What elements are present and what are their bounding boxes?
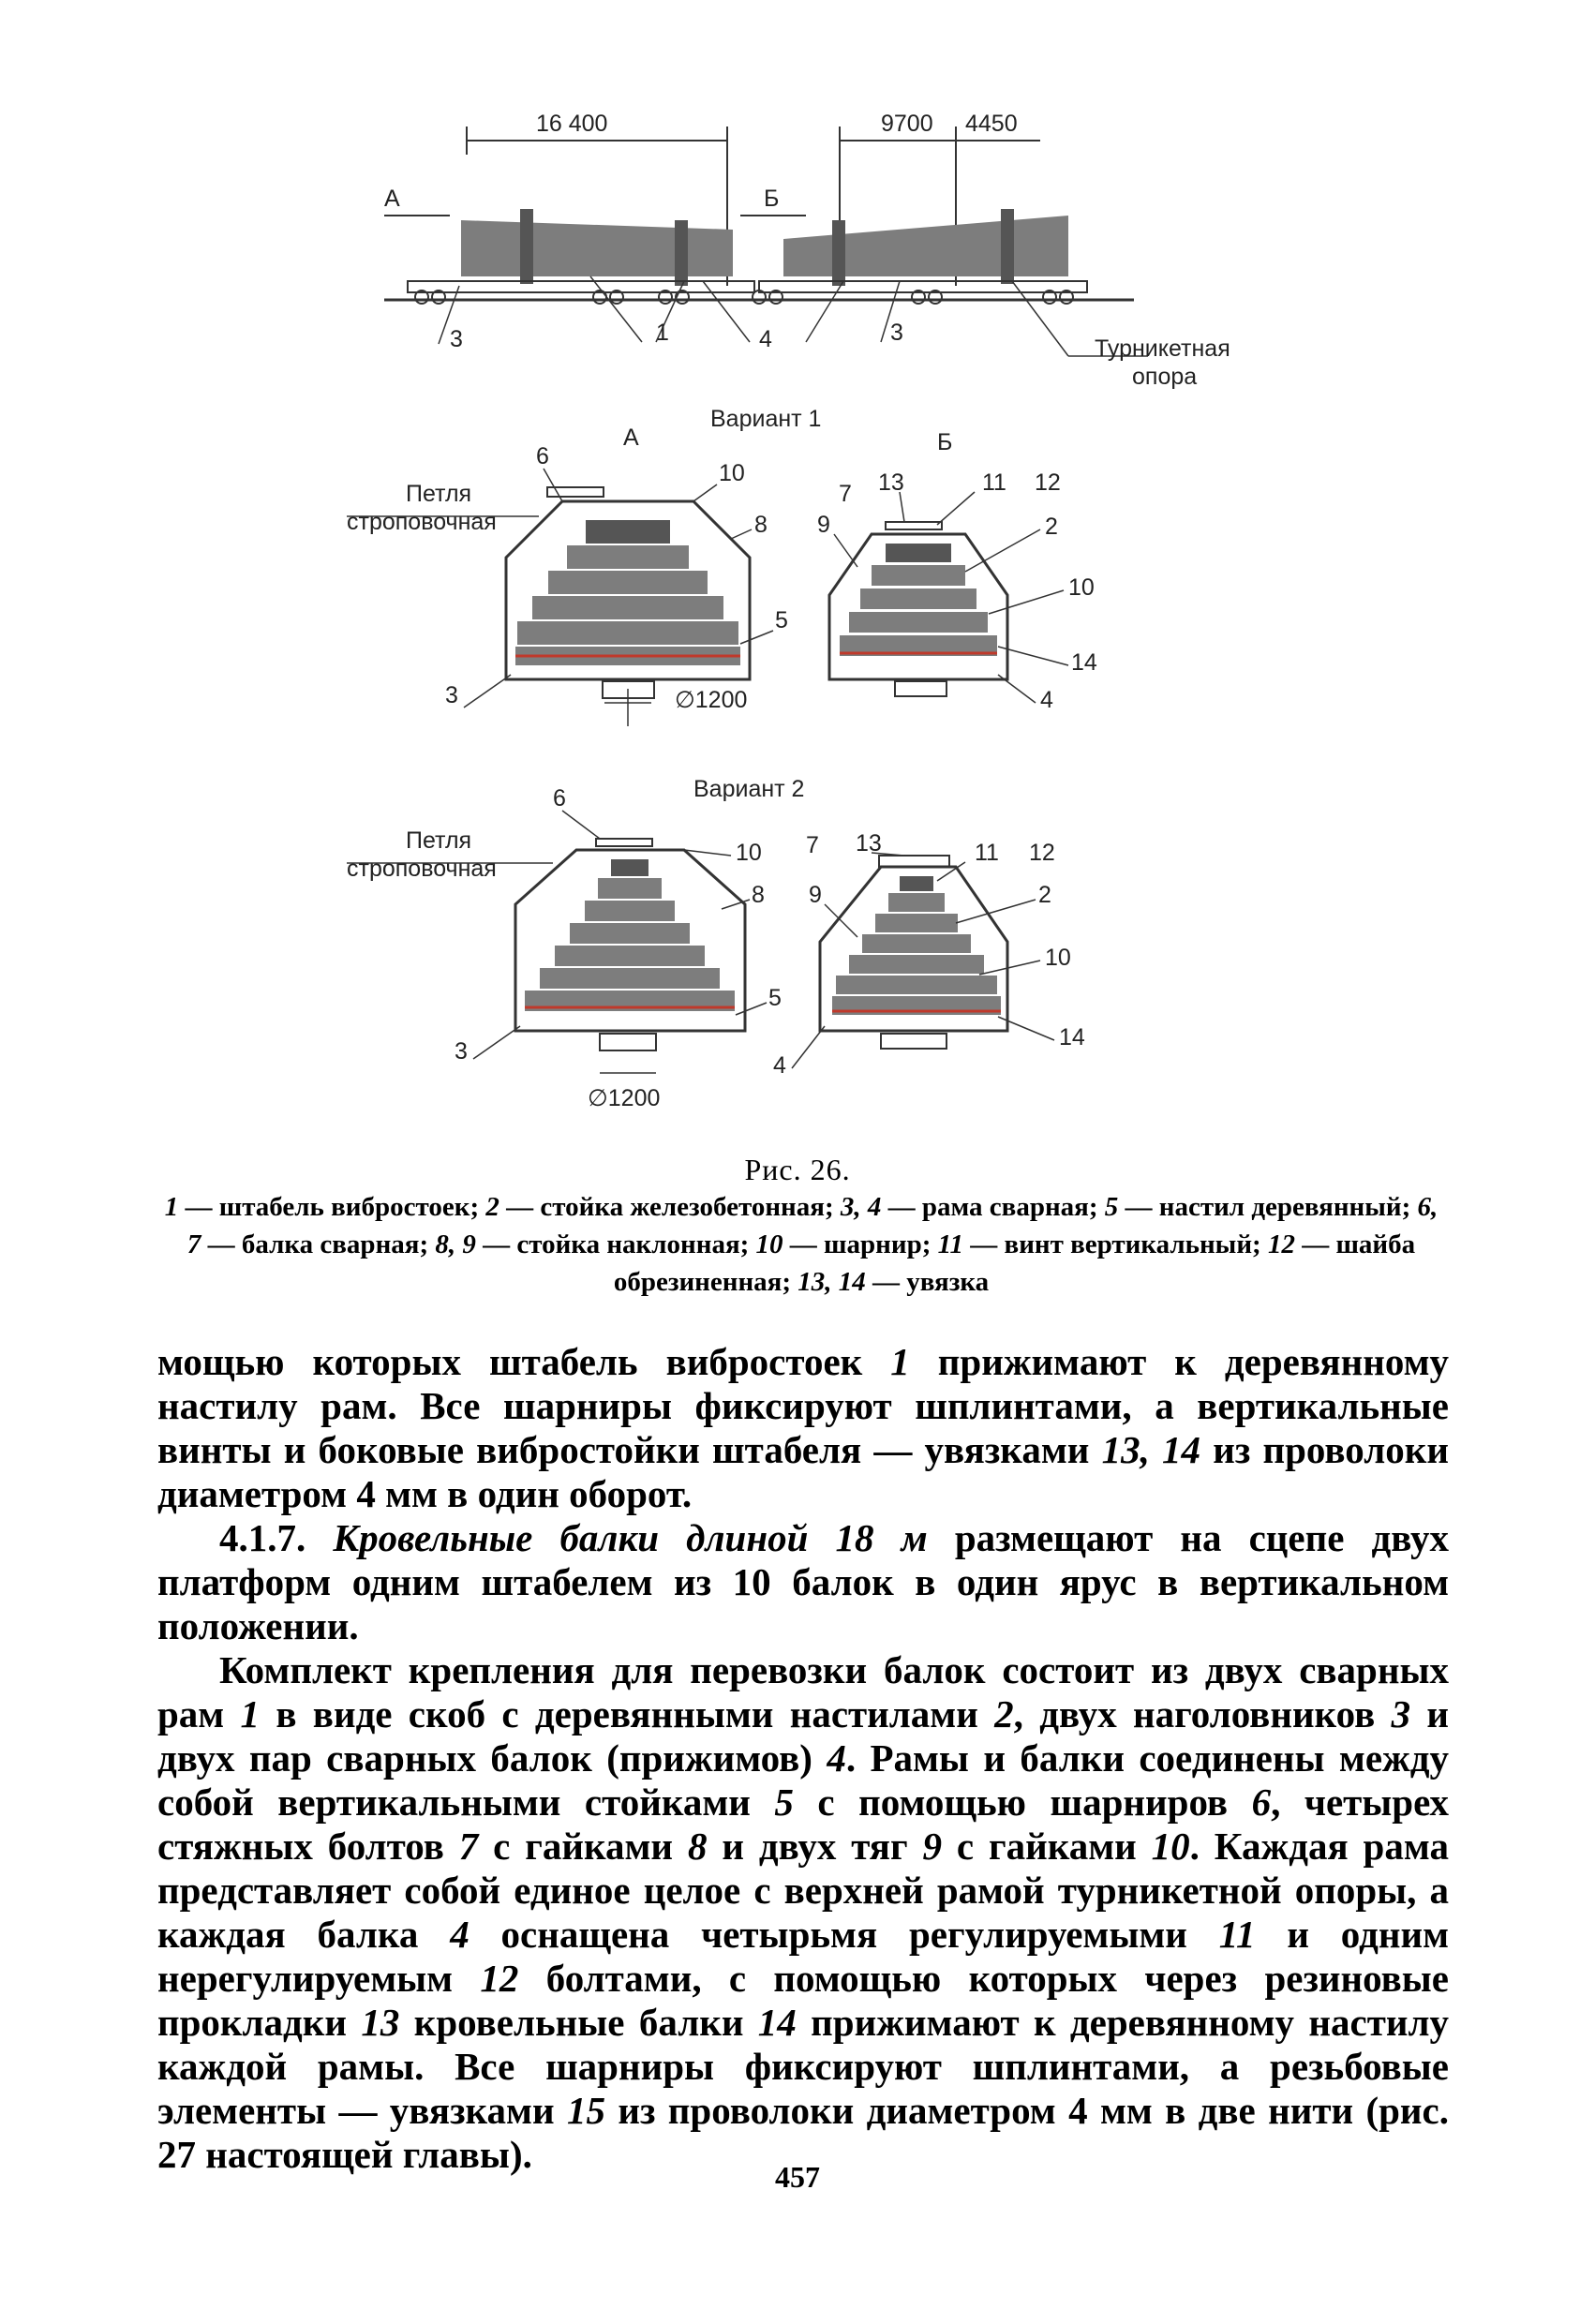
technical-drawing (319, 89, 1284, 1139)
v1-label-10b: 10 (1068, 574, 1095, 601)
legend-text: — штабель вибростоек; (178, 1192, 486, 1222)
v2-label-2: 2 (1038, 882, 1051, 908)
v2-label-10: 10 (736, 840, 762, 866)
legend-number: 1 (164, 1192, 179, 1222)
legend-number: 6, 7 (186, 1192, 1438, 1259)
italic-run: 6 (1251, 1780, 1272, 1824)
v1-label-14: 14 (1071, 649, 1097, 676)
text-run: из проволоки диаметром 4 мм в две нити (рис. 27 настоящей главы). (157, 2089, 1450, 2176)
dim-4450: 4450 (965, 111, 1018, 137)
italic-run: 9 (922, 1825, 942, 1868)
paragraph-2 (157, 1516, 1449, 1648)
dim-16400: 16 400 (536, 111, 608, 137)
italic-run: 11 (1218, 1913, 1256, 1956)
text-run: болтами, с помощью которых через резиновые прокладки (157, 1957, 1450, 2044)
legend-text: — настил деревянный; (1118, 1192, 1418, 1222)
text-run: с помощью шарниров (793, 1780, 1252, 1824)
text-run: кровельные балки (399, 2001, 758, 2044)
text-run: и двух пар сварных балок (прижимов) (157, 1692, 1450, 1780)
v2-label-11: 11 (975, 840, 999, 866)
v1-label-3: 3 (445, 682, 458, 708)
legend-number: 8, 9 (435, 1229, 476, 1259)
text-run: и двух тяг (707, 1825, 923, 1868)
v1-label-4: 4 (1040, 687, 1053, 713)
legend-text: — стойка железобетонная; (499, 1192, 841, 1222)
dim-9700: 9700 (881, 111, 933, 137)
legend-number: 12 (1267, 1229, 1295, 1259)
paragraph-1 (157, 1340, 1449, 1516)
v1-label-5: 5 (775, 607, 788, 633)
variant-1-title: Вариант 1 (710, 406, 822, 432)
figure-legend (159, 1188, 1443, 1301)
label-turnstile-1: Турникетная (1095, 335, 1230, 362)
italic-run: 1 (890, 1340, 910, 1383)
figure-caption-title: Рис. 26. (744, 1153, 851, 1186)
legend-text: — шарнир; (783, 1229, 938, 1259)
text-run: , двух наголовников (1013, 1692, 1392, 1736)
text-run: с гайками (942, 1825, 1152, 1868)
v1-label-11: 11 (982, 469, 1006, 496)
variant-2-left-stack (525, 859, 735, 1011)
text-run: оснащена четырьмя регулируемыми (469, 1913, 1219, 1956)
variant-1-left-stack (515, 520, 740, 665)
italic-run: 7 (458, 1825, 479, 1868)
italic-run: 15 (566, 2089, 605, 2132)
variant-1-right-stack (840, 544, 997, 656)
label-b: Б (764, 186, 780, 212)
italic-run: 10 (1151, 1825, 1190, 1868)
text-run: . Рамы и балки соединены между собой вертикальными стойками (157, 1736, 1449, 1824)
label-3a: 3 (450, 326, 463, 352)
legend-number: 5 (1104, 1192, 1119, 1222)
text-run: мощью которых штабель вибростоек (157, 1340, 891, 1383)
text-run: прижимают к деревянному настилу рам. Все шарниры фиксируют шплинтами, а вертикальные винты и боковые вибростойки штабеля — увязками (157, 1340, 1449, 1471)
v1-label-6: 6 (536, 443, 549, 469)
variant-1 (347, 406, 1097, 726)
v2-label-3: 3 (455, 1038, 468, 1065)
legend-number: 3, 4 (840, 1192, 882, 1222)
v1-label-13: 13 (878, 469, 904, 496)
body-text (157, 1340, 1449, 2177)
text-run: и одним нерегулируемым (157, 1913, 1449, 2000)
italic-run: 12 (480, 1957, 519, 2000)
legend-text: — стойка наклонная; (475, 1229, 756, 1259)
v2-label-12: 12 (1029, 840, 1055, 866)
v2-label-6: 6 (553, 785, 566, 812)
legend-number: 10 (755, 1229, 783, 1259)
variant-1-a: А (623, 425, 639, 451)
wagons-elevation (384, 111, 1230, 390)
paragraph-3 (157, 1648, 1449, 2177)
italic-run: 8 (687, 1825, 708, 1868)
v1-label-8: 8 (754, 512, 768, 538)
label-a: А (384, 186, 400, 212)
v2-label-7: 7 (806, 832, 819, 858)
v2-label-5: 5 (768, 985, 782, 1011)
v2-label-4: 4 (773, 1052, 786, 1079)
italic-run: 4 (450, 1913, 470, 1956)
v2-label-9: 9 (809, 882, 822, 908)
v1-label-12: 12 (1035, 469, 1061, 496)
legend-number: 13, 14 (798, 1267, 866, 1297)
variant-2-loop-1: Петля (406, 827, 472, 854)
label-3b: 3 (890, 320, 903, 346)
v2-label-10b: 10 (1045, 945, 1071, 971)
legend-number: 2 (485, 1192, 499, 1222)
variant-1-loop-2: строповочная (347, 509, 497, 535)
v2-diam: ∅1200 (588, 1085, 661, 1111)
italic-run: 13 (361, 2001, 400, 2044)
legend-number: 11 (937, 1229, 964, 1259)
italic-run: 2 (994, 1692, 1014, 1736)
variant-1-b: Б (937, 429, 953, 455)
page-number: 457 (775, 2160, 820, 2194)
legend-text: — рама сварная; (881, 1192, 1105, 1222)
legend-text: — винт вертикальный; (963, 1229, 1268, 1259)
italic-run: 1 (240, 1692, 261, 1736)
label-4: 4 (759, 326, 772, 352)
italic-run: 4 (827, 1736, 846, 1780)
text-run: из проволоки диаметром 4 мм в один оборот. (157, 1428, 1449, 1515)
label-1: 1 (656, 320, 669, 346)
italic-run: Кровельные балки длиной 18 м (333, 1516, 928, 1559)
text-run: прижимают к деревянному настилу каждой рамы. Все шарниры фиксируют шплинтами, а резьбовые элементы — увязками (157, 2001, 1449, 2132)
v2-label-14: 14 (1059, 1024, 1085, 1050)
text-run: , четырех стяжных болтов (157, 1780, 1449, 1868)
legend-text: — увязка (865, 1267, 990, 1297)
legend-text: — балка сварная; (201, 1229, 436, 1259)
text-run: 4.1.7. (219, 1516, 334, 1559)
v1-label-2: 2 (1045, 514, 1058, 540)
italic-run: 3 (1391, 1692, 1411, 1736)
label-turnstile-2: опора (1132, 364, 1198, 390)
text-run: в виде скоб с деревянными настилами (260, 1692, 995, 1736)
v1-label-7: 7 (839, 481, 852, 507)
legend-text: — шайба обрезиненная; (613, 1229, 1416, 1297)
text-run: с гайками (478, 1825, 688, 1868)
text-run: Комплект крепления для перевозки балок состоит из двух сварных рам (157, 1648, 1449, 1736)
v1-label-9: 9 (817, 512, 830, 538)
text-run: размещают на сцепе двух платформ одним штабелем из 10 балок в один ярус в вертикальном положении. (157, 1516, 1450, 1647)
v2-label-13: 13 (856, 830, 882, 857)
variant-2-loop-2: строповочная (347, 856, 497, 882)
variant-1-loop-1: Петля (406, 481, 472, 507)
variant-2-title: Вариант 2 (693, 776, 805, 802)
v1-diam: ∅1200 (675, 687, 748, 713)
v2-label-8: 8 (752, 882, 765, 908)
variant-2 (347, 776, 1085, 1111)
v1-label-10: 10 (719, 460, 745, 486)
italic-run: 13, 14 (1101, 1428, 1201, 1471)
italic-run: 5 (774, 1780, 794, 1824)
italic-run: 14 (757, 2001, 797, 2044)
text-run: . Каждая рама представляет собой единое целое с верхней рамой турникетной опоры, а каждая балка (157, 1825, 1449, 1956)
